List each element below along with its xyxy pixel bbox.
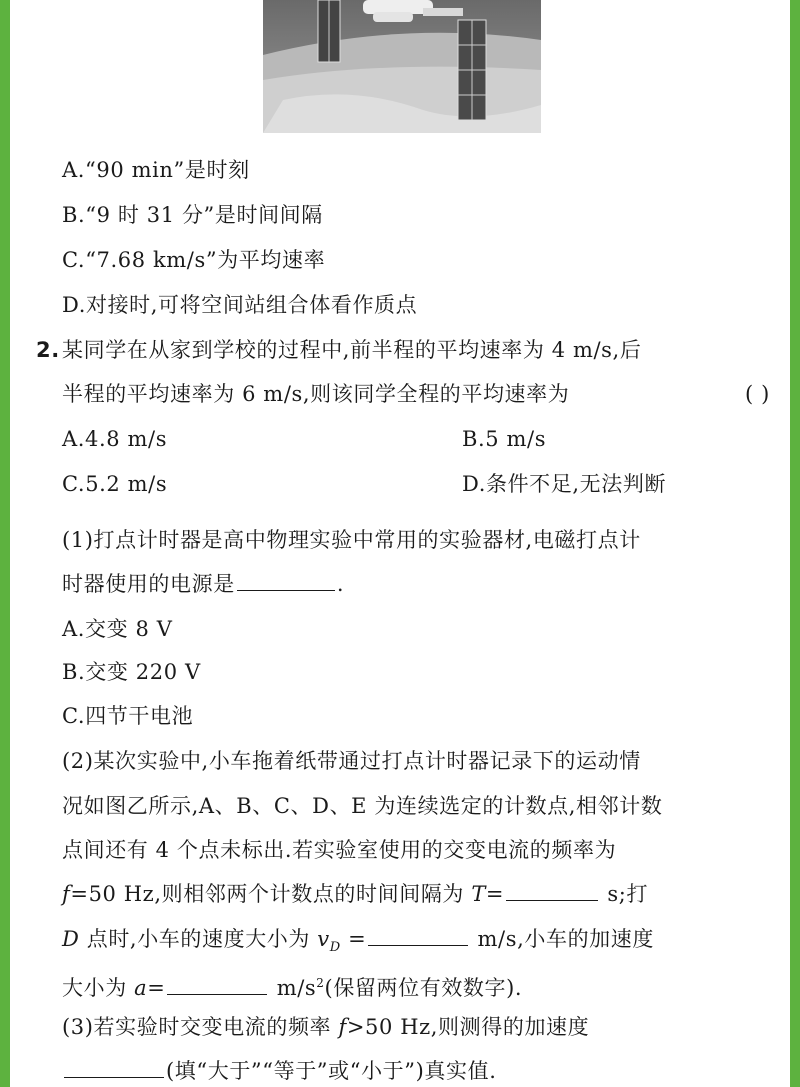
answer-blank-interval[interactable] xyxy=(506,880,598,901)
part1-line2-end: . xyxy=(336,572,345,596)
part3-line1-end: >50 Hz,则测得的加速度 xyxy=(346,1015,590,1039)
q1-option-c[interactable]: C.“7.68 km/s”为平均速率 xyxy=(62,248,326,272)
answer-blank-power-source[interactable] xyxy=(237,570,335,591)
equals-sign: = xyxy=(147,976,166,1000)
q2-options-row2 xyxy=(62,470,762,498)
part2-line4 xyxy=(62,880,648,908)
part2-line5-text: 点时,小车的速度大小为 xyxy=(86,927,310,951)
part1-line2 xyxy=(62,570,344,598)
part2-line6-text: 大小为 xyxy=(62,976,127,1000)
part1-line2-text: 时器使用的电源是 xyxy=(62,572,235,596)
part3-line1-text: (3)若实验时交变电流的频率 xyxy=(62,1015,332,1039)
part3-line2 xyxy=(62,1057,496,1085)
q2-option-b[interactable]: B.5 m/s xyxy=(462,427,547,451)
symbol-a: a xyxy=(134,976,148,1000)
part2-line6 xyxy=(62,969,522,1002)
q1-option-b[interactable]: B.“9 时 31 分”是时间间隔 xyxy=(62,203,323,227)
part2-line6-end: (保留两位有效数字). xyxy=(324,976,523,1000)
part2-line4-end: s;打 xyxy=(607,882,649,906)
part3-line1 xyxy=(62,1013,589,1041)
unit-superscript: 2 xyxy=(316,976,325,990)
part1-option-b[interactable]: B.交变 220 V xyxy=(62,660,201,684)
symbol-vD-subscript: D xyxy=(329,940,341,956)
equals-sign: = xyxy=(485,882,505,906)
part1-line1: (1)打点计时器是高中物理实验中常用的实验器材,电磁打点计 xyxy=(62,528,641,552)
answer-blank-velocity[interactable] xyxy=(368,925,468,946)
q2-number: 2. xyxy=(36,338,60,362)
part3-line2-text: (填“大于”“等于”或“小于”)真实值. xyxy=(166,1059,497,1083)
answer-blank-comparison[interactable] xyxy=(64,1057,164,1078)
part2-line4-text: =50 Hz,则相邻两个计数点的时间间隔为 xyxy=(70,882,465,906)
part2-line3: 点间还有 4 个点未标出.若实验室使用的交变电流的频率为 xyxy=(62,838,617,862)
symbol-vD: v xyxy=(317,927,330,951)
worksheet-page xyxy=(10,0,790,1087)
part2-line2: 况如图乙所示,A、B、C、D、E 为连续选定的计数点,相邻计数 xyxy=(62,794,663,818)
q2-stem-line2 xyxy=(62,380,770,408)
symbol-D: D xyxy=(62,927,80,951)
symbol-f: f xyxy=(338,1015,347,1039)
part1-option-a[interactable]: A.交变 8 V xyxy=(62,617,173,641)
part2-line5-end: m/s,小车的加速度 xyxy=(477,927,654,951)
space-station-photo xyxy=(263,0,541,133)
q2-answer-paren[interactable]: ( ) xyxy=(745,382,770,406)
q2-options-row1 xyxy=(62,425,762,453)
unit-ms2: m/s xyxy=(276,976,317,1000)
q2-option-d[interactable]: D.条件不足,无法判断 xyxy=(462,472,667,496)
answer-blank-acceleration[interactable] xyxy=(167,974,267,995)
q2-option-a[interactable]: A.4.8 m/s xyxy=(62,427,168,451)
part1-option-c[interactable]: C.四节干电池 xyxy=(62,704,194,728)
symbol-f: f xyxy=(62,882,71,906)
part2-line1: (2)某次实验中,小车拖着纸带通过打点计时器记录下的运动情 xyxy=(62,749,641,773)
q1-option-a[interactable]: A.“90 min”是时刻 xyxy=(62,158,250,182)
part2-line5 xyxy=(62,925,654,962)
q1-option-d[interactable]: D.对接时,可将空间站组合体看作质点 xyxy=(62,293,418,317)
q2-option-c[interactable]: C.5.2 m/s xyxy=(62,472,168,496)
symbol-T: T xyxy=(471,882,486,906)
q2-stem-line2-text: 半程的平均速率为 6 m/s,则该同学全程的平均速率为 xyxy=(62,382,570,406)
q2-stem-line1: 某同学在从家到学校的过程中,前半程的平均速率为 4 m/s,后 xyxy=(62,338,642,362)
equals-sign: = xyxy=(348,927,367,951)
